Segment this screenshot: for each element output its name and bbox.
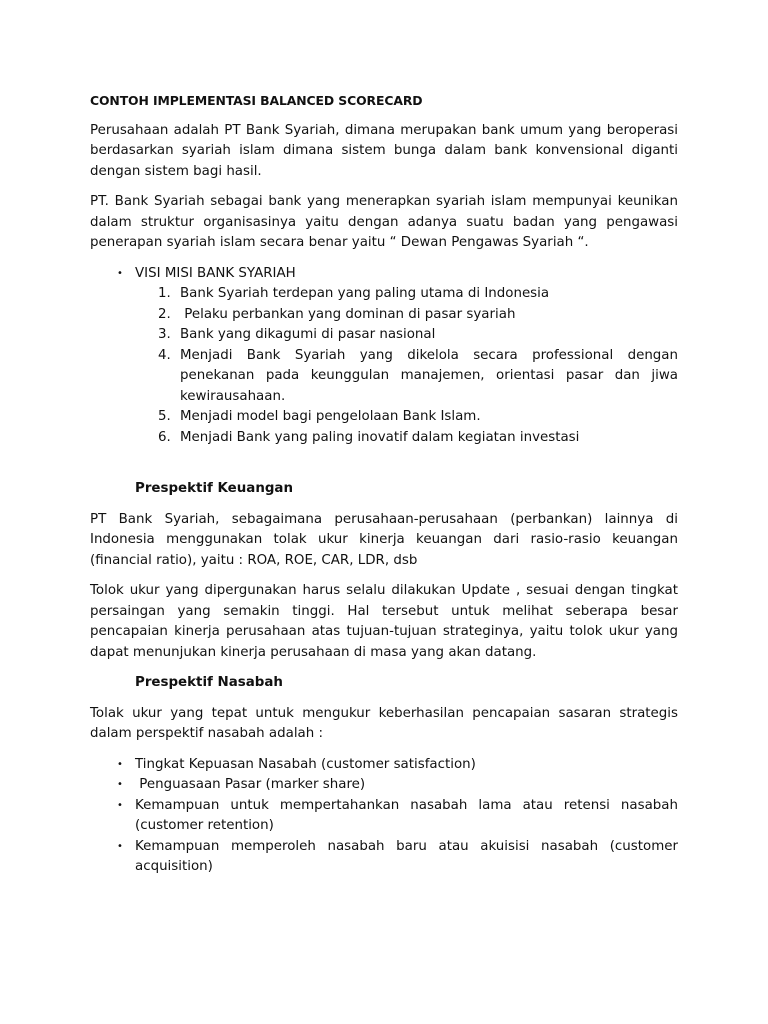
list-number: 5. (158, 409, 171, 424)
list-item (90, 428, 678, 449)
visi-misi-numbered-list (90, 284, 678, 448)
visi-misi-bullet-item (90, 264, 678, 285)
list-item (90, 407, 678, 428)
list-item (90, 755, 678, 776)
list-item (90, 346, 678, 408)
visi-misi-label: VISI MISI BANK SYARIAH (135, 265, 296, 281)
list-item-text: Tingkat Kepuasan Nasabah (customer satisfaction) (135, 756, 476, 772)
list-item (90, 775, 678, 796)
list-item (90, 325, 678, 346)
bullet-icon: • (117, 799, 123, 811)
intro-paragraph-1: Perusahaan adalah PT Bank Syariah, dimana merupakan bank umum yang beroperasi berdasarkan syariah islam dimana sistem bunga dalam bank konvensional diganti dengan sistem bagi hasil. (90, 122, 678, 179)
list-item-text: Menjadi model bagi pengelolaan Bank Islam. (180, 409, 481, 424)
document-content (90, 91, 678, 878)
bullet-icon: • (117, 779, 123, 790)
bullet-icon: • (117, 840, 123, 852)
keuangan-paragraph-2: Tolok ukur yang dipergunakan harus selalu dilakukan Update , sesuai dengan tingkat persaingan yang semakin tinggi. Hal tersebut untuk melihat seberapa besar pencapaian kinerja perusahaan atas tujuan-tujuan strateginya, yaitu tolok ukur yang dapat menunjukan kinerja perusahaan di masa yang akan datang. (90, 583, 678, 660)
bullet-icon: • (117, 758, 123, 770)
nasabah-paragraph: Tolak ukur yang tepat untuk mengukur keberhasilan pencapaian sasaran strategis dalam perspektif nasabah adalah : (90, 705, 678, 741)
list-item-text: Penguasaan Pasar (marker share) (135, 777, 366, 792)
section-heading-keuangan: Prespektif Keuangan (135, 481, 294, 496)
list-item-text: Kemampuan memperoleh nasabah baru atau akuisisi nasabah (customer acquisition) (135, 838, 678, 874)
list-item-text: Kemampuan untuk mempertahankan nasabah lama atau retensi nasabah (customer retention) (135, 797, 678, 833)
list-item (90, 796, 678, 837)
section-heading-nasabah: Prespektif Nasabah (135, 675, 283, 690)
bullet-icon: • (117, 267, 123, 279)
document-title: CONTOH IMPLEMENTASI BALANCED SCORECARD (90, 93, 423, 108)
list-item-text: Pelaku perbankan yang dominan di pasar syariah (180, 306, 516, 322)
list-item-text: Menjadi Bank Syariah yang dikelola secara professional dengan penekanan pada keunggulan manajemen, orientasi pasar dan jiwa kewirausahaan. (180, 347, 678, 404)
spacer (90, 448, 678, 479)
list-item (90, 284, 678, 305)
list-item-text: Menjadi Bank yang paling inovatif dalam kegiatan investasi (180, 429, 580, 445)
list-number: 1. (158, 286, 171, 301)
list-number: 4. (158, 347, 171, 363)
nasabah-bullet-list (90, 755, 678, 878)
list-item-text: Bank yang dikagumi di pasar nasional (180, 327, 436, 342)
visi-misi-list (90, 264, 678, 285)
keuangan-paragraph-1: PT Bank Syariah, sebagaimana perusahaan-perusahaan (perbankan) lainnya di Indonesia menggunakan tolak ukur kinerja keuangan dari rasio-rasio keuangan (financial ratio), yaitu : ROA, ROE, CAR, LDR, dsb (90, 511, 678, 568)
list-number: 6. (158, 429, 171, 445)
list-number: 2. (158, 306, 171, 322)
list-item (90, 837, 678, 878)
intro-paragraph-2: PT. Bank Syariah sebagai bank yang menerapkan syariah islam mempunyai keunikan dalam struktur organisasinya yaitu dengan adanya suatu badan yang pengawasi penerapan syariah islam secara benar yaitu “ Dewan Pengawas Syariah “. (90, 194, 678, 250)
list-item (90, 305, 678, 326)
list-number: 3. (158, 327, 171, 342)
list-item-text: Bank Syariah terdepan yang paling utama di Indonesia (180, 286, 550, 301)
